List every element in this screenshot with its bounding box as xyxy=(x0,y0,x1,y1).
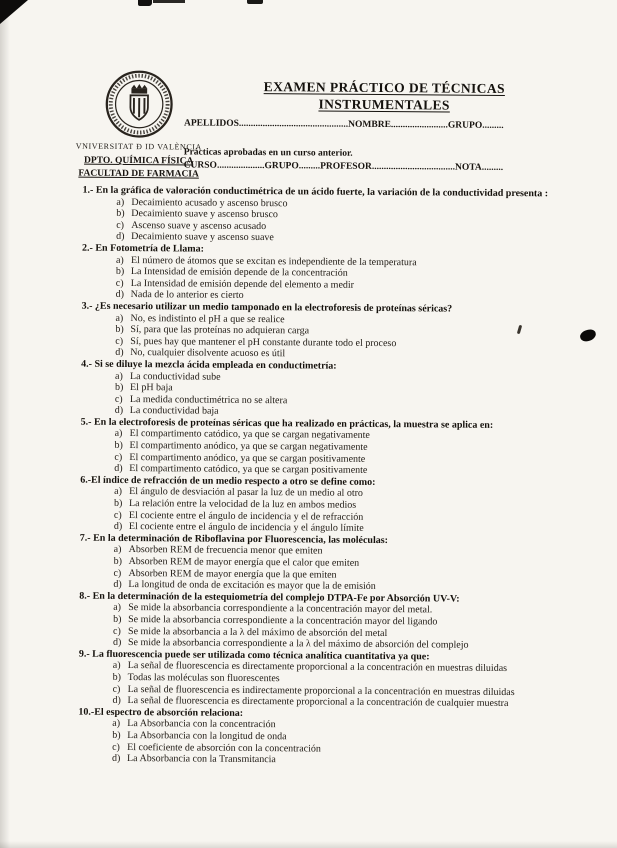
option-text: Ascenso suave y ascenso acusado xyxy=(131,219,267,232)
questions-list xyxy=(69,185,605,769)
option-text: El compartimento anódico, ya que se cargan positivamente xyxy=(129,451,366,465)
option-letter: a) xyxy=(115,254,124,266)
option-letter: a) xyxy=(113,544,122,556)
option-letter: a) xyxy=(116,196,125,208)
option-text: La señal de fluorescencia es directamente proporcional a la concentración en muestras diluidas xyxy=(127,660,508,675)
option-letter: d) xyxy=(114,463,123,475)
option-text: Sí, para que las proteínas no adquieran carga xyxy=(130,324,310,337)
field-apellidos-nombre-grupo: APELLIDOS..............................................NOMBRE........................GRUPO......... xyxy=(183,118,504,131)
option-letter: b) xyxy=(116,208,125,220)
option-text: La conductividad sube xyxy=(130,370,221,383)
option-text: El cociente entre el ángulo de incidencia y el de refracción xyxy=(128,509,364,523)
option-letter: d) xyxy=(112,752,121,765)
option-text: Absorben REM de frecuencia menor que emiten xyxy=(128,544,323,557)
option-text: La señal de fluorescencia es indirectamente proporcional a la concentración en muestras diluidas xyxy=(127,683,515,698)
exam-title xyxy=(239,78,529,114)
option-letter: b) xyxy=(114,439,123,452)
option-text: La señal de fluorescencia es directamente proporcional a la concentración de cualquier muestra xyxy=(127,695,509,710)
question-text: 1.- En la gráfica de valoración conductimétrica de un ácido fuerte, la variación de la conductividad presenta : xyxy=(82,184,549,200)
option-text: La medida conductimétrica no se altera xyxy=(129,393,288,406)
option-letter: a) xyxy=(114,428,123,440)
question-8 xyxy=(70,590,601,652)
option-text: Decaimiento suave y ascenso brusco xyxy=(131,208,278,221)
option-letter: c) xyxy=(112,683,121,695)
option-letter: a) xyxy=(114,486,122,498)
option-letter: c) xyxy=(114,451,123,463)
question-3 xyxy=(72,301,603,363)
option-text: Se mide la absorbancia a la λ del máximo de absorción del metal xyxy=(128,625,388,639)
option-letter: d) xyxy=(114,405,124,417)
question-2 xyxy=(73,243,604,305)
option-text: La longitud de onda de excitación es mayor que la de emisión xyxy=(128,579,376,593)
question-1 xyxy=(73,185,604,247)
option-text: No, cualquier disolvente acuoso es útil xyxy=(130,347,286,360)
question-text: 10.-El espectro de absorción relaciona: xyxy=(78,706,244,719)
option-text: La Intensidad de emisión depende del elemento a medir xyxy=(130,277,355,291)
option-text: La Intensidad de emisión depende de la concentración xyxy=(130,266,348,279)
option-letter: d) xyxy=(113,579,122,591)
option-text: Absorben REM de mayor energía que el calor que emiten xyxy=(128,556,360,569)
option-letter: a) xyxy=(112,718,121,730)
option-letter: a) xyxy=(112,660,121,672)
option-letter: b) xyxy=(113,555,122,567)
option-letter: d) xyxy=(113,521,123,533)
note-practicas-aprobadas: Prácticas aprobadas en un curso anterior. xyxy=(183,147,353,159)
option-letter: a) xyxy=(115,370,123,382)
exam-title-line2: INSTRUMENTALES xyxy=(318,96,450,113)
option-letter: b) xyxy=(112,729,121,741)
option-letter: d) xyxy=(115,347,124,359)
option-letter: c) xyxy=(114,393,123,405)
department-name: DPTO. QUÍMICA FÍSICA xyxy=(84,155,194,167)
question-text: 9.- La fluorescencia puede ser utilizada como técnica analítica cuantitativa ya que: xyxy=(78,648,430,663)
option-text: El compartimento anódico, ya que se cargan negativamente xyxy=(129,440,368,453)
option-letter: c) xyxy=(113,567,122,579)
option-letter: c) xyxy=(115,335,124,347)
option-letter: c) xyxy=(115,277,124,289)
option-text: Decaimiento acusado y ascenso brusco xyxy=(131,196,288,209)
option-letter: b) xyxy=(114,382,124,394)
question-text: 8.- En la determinación de la estequiometría del complejo DTPA-Fe por Absorción UV-V: xyxy=(79,590,460,605)
option-letter: b) xyxy=(112,671,122,683)
option-text: El coeficiente de absorción con la concentración xyxy=(127,741,321,755)
option-letter: d) xyxy=(115,289,125,301)
option-text: Se mide la absorbancia correspondiente a la λ del máximo de absorción del complejo xyxy=(127,637,469,651)
option-text: La Absorbancia con la longitud de onda xyxy=(127,729,287,743)
option-letter: d) xyxy=(112,637,122,649)
option-text: Nada de lo anterior es cierto xyxy=(130,289,244,302)
question-text: 2.- En Fotometría de Llama: xyxy=(82,242,205,255)
field-curso-grupo-profesor-nota: CURSO....................GRUPO.........PROFESOR...................................NOTA......... xyxy=(183,160,504,173)
option-text: La conductividad baja xyxy=(129,405,219,418)
option-text: El número de átomos que se excitan es independiente de la temperatura xyxy=(130,254,417,268)
option-text: El pH baja xyxy=(129,382,173,394)
question-9 xyxy=(69,648,600,710)
option-letter: b) xyxy=(114,497,123,510)
question-5 xyxy=(71,416,602,478)
university-name: VNIVERSITAT Đ ID VALÈNCIA xyxy=(75,141,202,152)
option-letter: b) xyxy=(115,266,125,278)
option-text: Decaimiento suave y ascenso suave xyxy=(131,231,274,244)
question-6 xyxy=(71,474,602,536)
option-text: No, es indistinto el pH a que se realice xyxy=(130,312,285,325)
question-7 xyxy=(70,532,601,594)
university-seal-logo xyxy=(104,69,175,140)
question-text: 4.- Si se diluye la mezcla ácida empleada en conductimetría: xyxy=(81,358,337,372)
option-text: El compartimento catódico, ya que se cargan negativamente xyxy=(129,428,370,442)
question-text: 7.- En la determinación de Riboflavina por Fluorescencia, las moléculas: xyxy=(79,532,389,546)
student-fields-block xyxy=(184,117,606,174)
option-text: La Absorbancia con la Transmitancia xyxy=(127,753,276,766)
option-text: Absorben REM de mayor energía que la que emiten xyxy=(128,567,337,581)
option-text: Sí, pues hay que mantener el pH constante durante todo el proceso xyxy=(130,335,397,349)
question-10 xyxy=(69,706,600,768)
option-letter: c) xyxy=(112,741,120,753)
option-text: El cociente entre el ángulo de incidencia y el ángulo límite xyxy=(128,521,364,535)
option-text: Todas las moléculas son fluorescentes xyxy=(127,671,280,685)
option-text: Se mide la absorbancia correspondiente a la concentración mayor del metal. xyxy=(128,602,433,616)
option-letter: d) xyxy=(116,231,125,243)
option-letter: c) xyxy=(113,625,121,637)
option-text: El compartimento catódico, ya que se cargan positivamente xyxy=(129,463,368,477)
faculty-name: FACULTAD DE FARMACIA xyxy=(78,168,199,180)
option-text: La Absorbancia con la concentración xyxy=(127,718,276,731)
option-text: La relación entre la velocidad de la luz en ambos medios xyxy=(129,498,357,511)
question-text: 3.- ¿Es necesario utilizar un medio tamponado en la electroforesis de proteínas séricas? xyxy=(81,300,453,315)
option-letter: c) xyxy=(113,509,122,521)
question-text: 6.-El índice de refracción de un medio respecto a otro se define como: xyxy=(80,474,376,488)
option-letter: c) xyxy=(116,219,125,231)
option-letter: a) xyxy=(115,312,124,324)
exam-title-line1: EXAMEN PRÁCTICO DE TÉCNICAS xyxy=(263,79,505,96)
option-letter: b) xyxy=(113,613,122,625)
option-letter: b) xyxy=(115,324,124,336)
question-4 xyxy=(72,358,603,420)
option-text: Se mide la absorbancia correspondiente a la concentración mayor del ligando xyxy=(128,613,438,628)
option-text: El ángulo de desviación al pasar la luz de un medio al otro xyxy=(129,486,364,500)
question-text: 5.- En la electroforesis de proteínas séricas que ha realizado en prácticas, la muestra se aplica en: xyxy=(80,416,494,431)
option-letter: a) xyxy=(113,602,122,614)
option-letter: d) xyxy=(112,695,121,707)
